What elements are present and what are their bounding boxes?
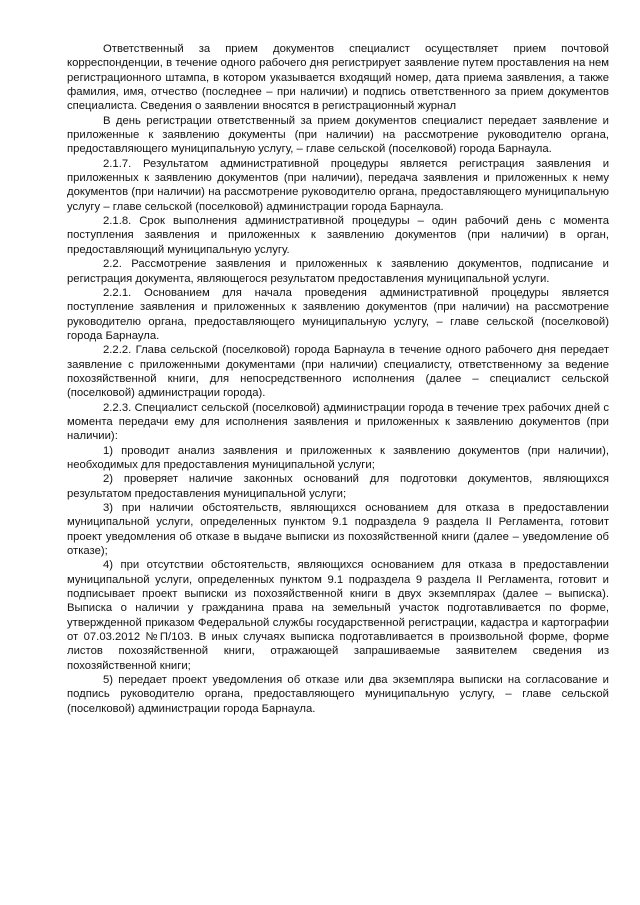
list-item-5: 5) передает проект уведомления об отказе или два экземпляра выписки на согласование и подпись руководителю органа, предоставляющего муниципальную услугу, – главе сельской (поселковой) администрации города Барнаула. [67,674,609,715]
paragraph-2-2-1: 2.2.1. Основанием для начала проведения административной процедуры является поступление заявления и приложенных к заявлению документов (при наличии) на рассмотрение руководителю органа, предоставляющего муниципальную услугу, – главе сельской (поселковой) города Барнаула. [67,286,609,342]
list-item-2: 2) проверяет наличие законных оснований для подготовки документов, являющихся результатом предоставления муниципальной услуги; [67,473,609,500]
paragraph-registration-day-transfer: В день регистрации ответственный за прием документов специалист передает заявление и приложенные к заявлению документы (при наличии) на рассмотрение руководителю органа, предоставляющего муниципальную услугу, – главе сельской (поселковой) города Барнаула. [67,114,609,156]
paragraph-2-2-2: 2.2.2. Глава сельской (поселковой) города Барнаула в течение одного рабочего дня передает заявление с приложенными документами (при наличии) специалисту, ответственному за ведение похозяйственной книги, для непосредственного исполнения (далее – специалист сельской (поселковой) администрации города). [67,344,609,400]
list-item-1: 1) проводит анализ заявления и приложенных к заявлению документов (при наличии), необходимых для предоставления муниципальной услуги; [67,444,609,471]
list-item-3: 3) при наличии обстоятельств, являющихся основанием для отказа в предоставлении муниципальной услуги, определенных пунктом 9.1 подраздела 9 раздела II Регламента, готовит проект уведомления об отказе в выдаче выписки из похозяйственной книги (далее – уведомление об отказе); [67,502,609,558]
list-item-4: 4) при отсутствии обстоятельств, являющихся основанием для отказа в предоставлении муниципальной услуги, определенных пунктом 9.1 подраздела 9 раздела II Регламента, готовит и подписывает проект выписки из похозяйственной книги в двух экземплярах (далее – выписка). Выписка о наличии у гражданина права на земельный участок подготавливается по форме, утвержденной приказом Федеральной службы государственной регистрации, кадастра и картографии от 07.03.2012 №П/103. В иных случаях выписка подготавливается в произвольной форме, форме листов похозяйственной книги, отражающей запрашиваемые заявителем сведения из похозяйственной книги; [67,559,609,672]
paragraph-2-1-8: 2.1.8. Срок выполнения административной процедуры – один рабочий день с момента поступления заявления и приложенных к заявлению документов (при наличии) в орган, предоставляющий муниципальную услугу. [67,215,609,256]
document-page [67,42,609,716]
paragraph-2-2-3: 2.2.3. Специалист сельской (поселковой) администрации города в течение трех рабочих дней с момента передачи ему для исполнения заявления и приложенных к заявлению документов (при наличии): [67,401,609,443]
paragraph-2-2: 2.2. Рассмотрение заявления и приложенных к заявлению документов, подписание и регистрация документа, являющегося результатом предоставления муниципальной услуги. [67,258,609,285]
paragraph-2-1-7: 2.1.7. Результатом административной процедуры является регистрация заявления и приложенных к заявлению документов (при наличии), передача заявления и приложенных к нему документов (при наличии) на рассмотрение руководителю органа, предоставляющего муниципальную услугу – главе сельской (поселковой) администрации города Барнаула. [67,157,609,213]
paragraph-mail-registration: Ответственный за прием документов специалист осуществляет прием почтовой корреспонденции, в течение одного рабочего дня регистрирует заявление путем проставления на нем регистрационного штампа, в котором указывается входящий номер, дата приема заявления, а также фамилия, имя, отчество (последнее – при наличии) и подпись ответственного за прием документов специалиста. Сведения о заявлении вносятся в регистрационный журнал [67,43,609,113]
